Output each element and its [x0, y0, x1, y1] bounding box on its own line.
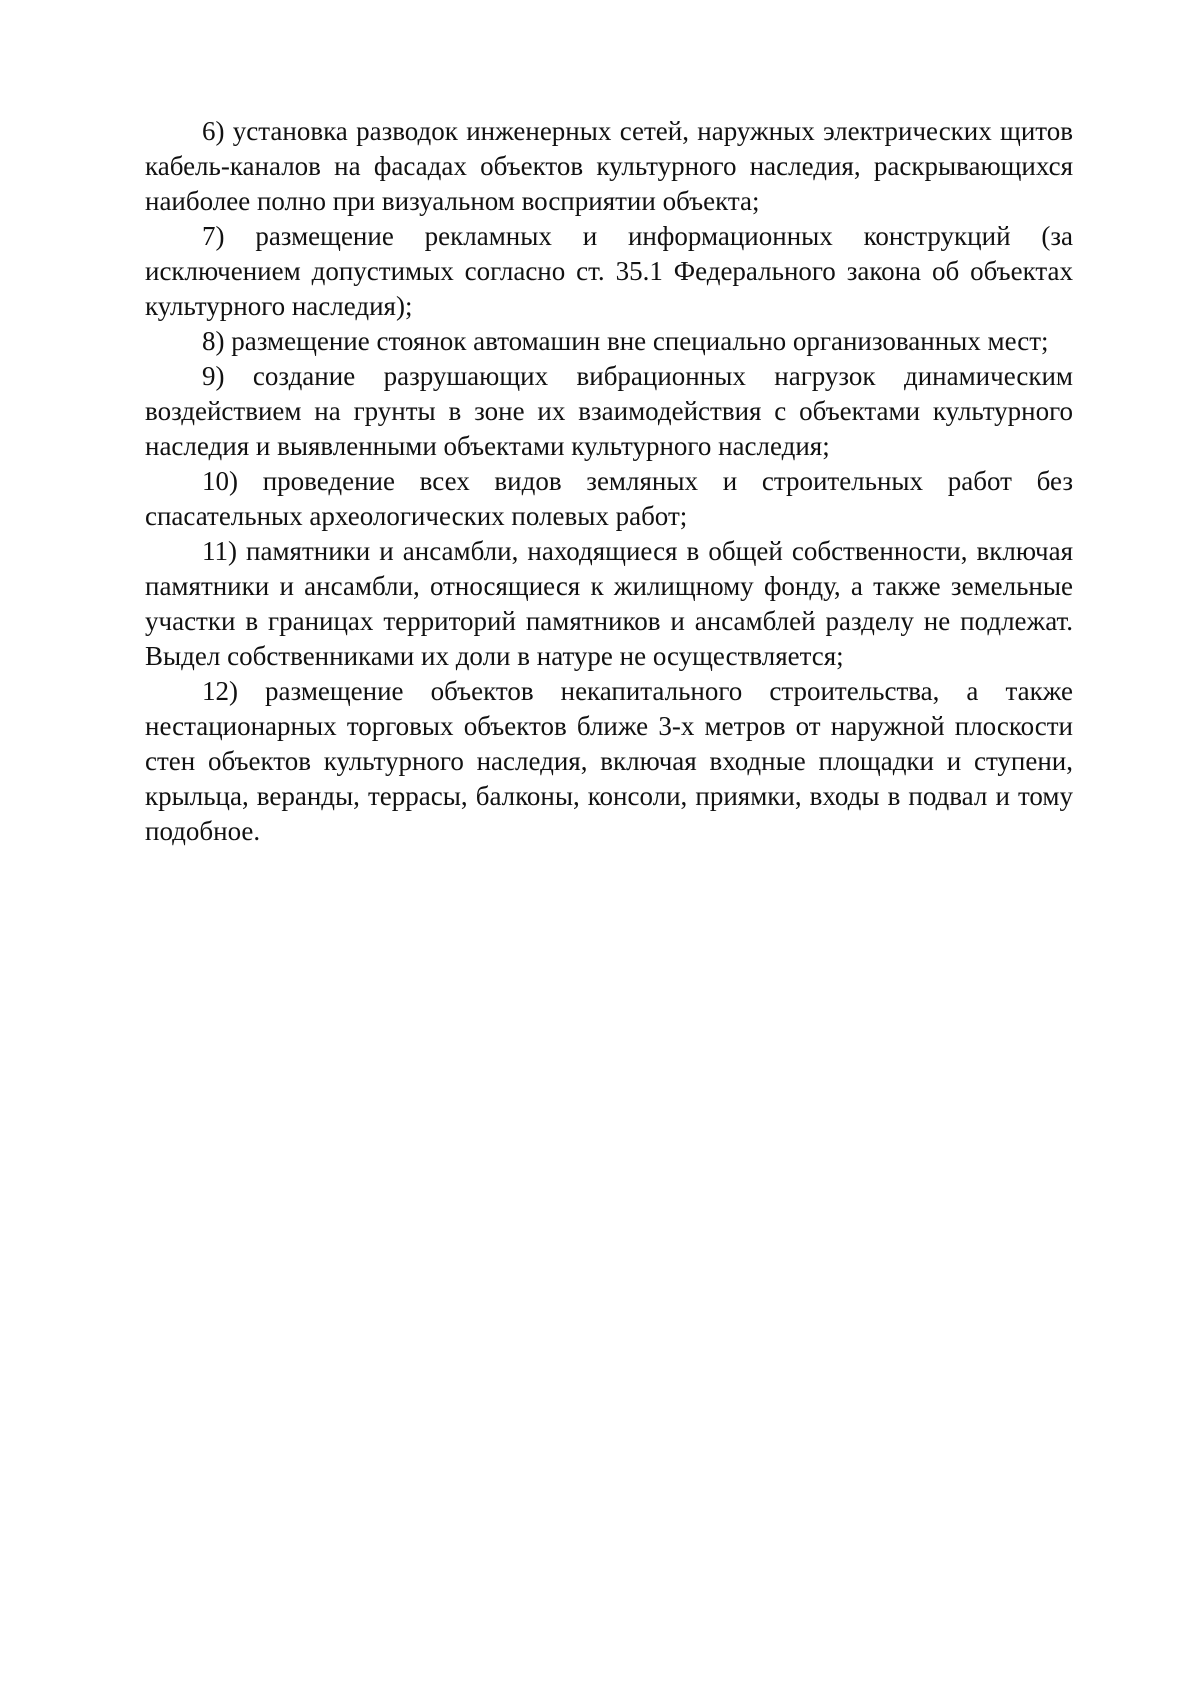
list-item-11: 11) памятники и ансамбли, находящиеся в общей собственности, включая памятники и ансамбли, относящиеся к жилищному фонду, а также земельные участки в границах территорий памятников и ансамблей разделу не подлежат. Выдел собственниками их доли в натуре не осуществляется;	[145, 536, 1073, 671]
list-item-6: 6) установка разводок инженерных сетей, наружных электрических щитов кабель-каналов на фасадах объектов культурного наследия, раскрывающихся наиболее полно при визуальном восприятии объекта;	[145, 116, 1073, 216]
list-item-9: 9) создание разрушающих вибрационных нагрузок динамическим воздействием на грунты в зоне их взаимодействия с объектами культурного наследия и выявленными объектами культурного наследия;	[145, 361, 1073, 461]
list-item-10: 10) проведение всех видов земляных и строительных работ без спасательных археологических полевых работ;	[145, 466, 1073, 531]
list-item-8: 8) размещение стоянок автомашин вне специально организованных мест;	[202, 326, 1049, 356]
document-body	[145, 114, 1073, 849]
list-item-12: 12) размещение объектов некапитального строительства, а также нестационарных торговых объектов ближе 3-х метров от наружной плоскости стен объектов культурного наследия, включая входные площадки и ступени, крыльца, веранды, террасы, балконы, консоли, приямки, входы в подвал и тому подобное.	[145, 676, 1073, 846]
list-item-7: 7) размещение рекламных и информационных конструкций (за исключением допустимых согласно ст. 35.1 Федерального закона об объектах культурного наследия);	[145, 221, 1073, 321]
